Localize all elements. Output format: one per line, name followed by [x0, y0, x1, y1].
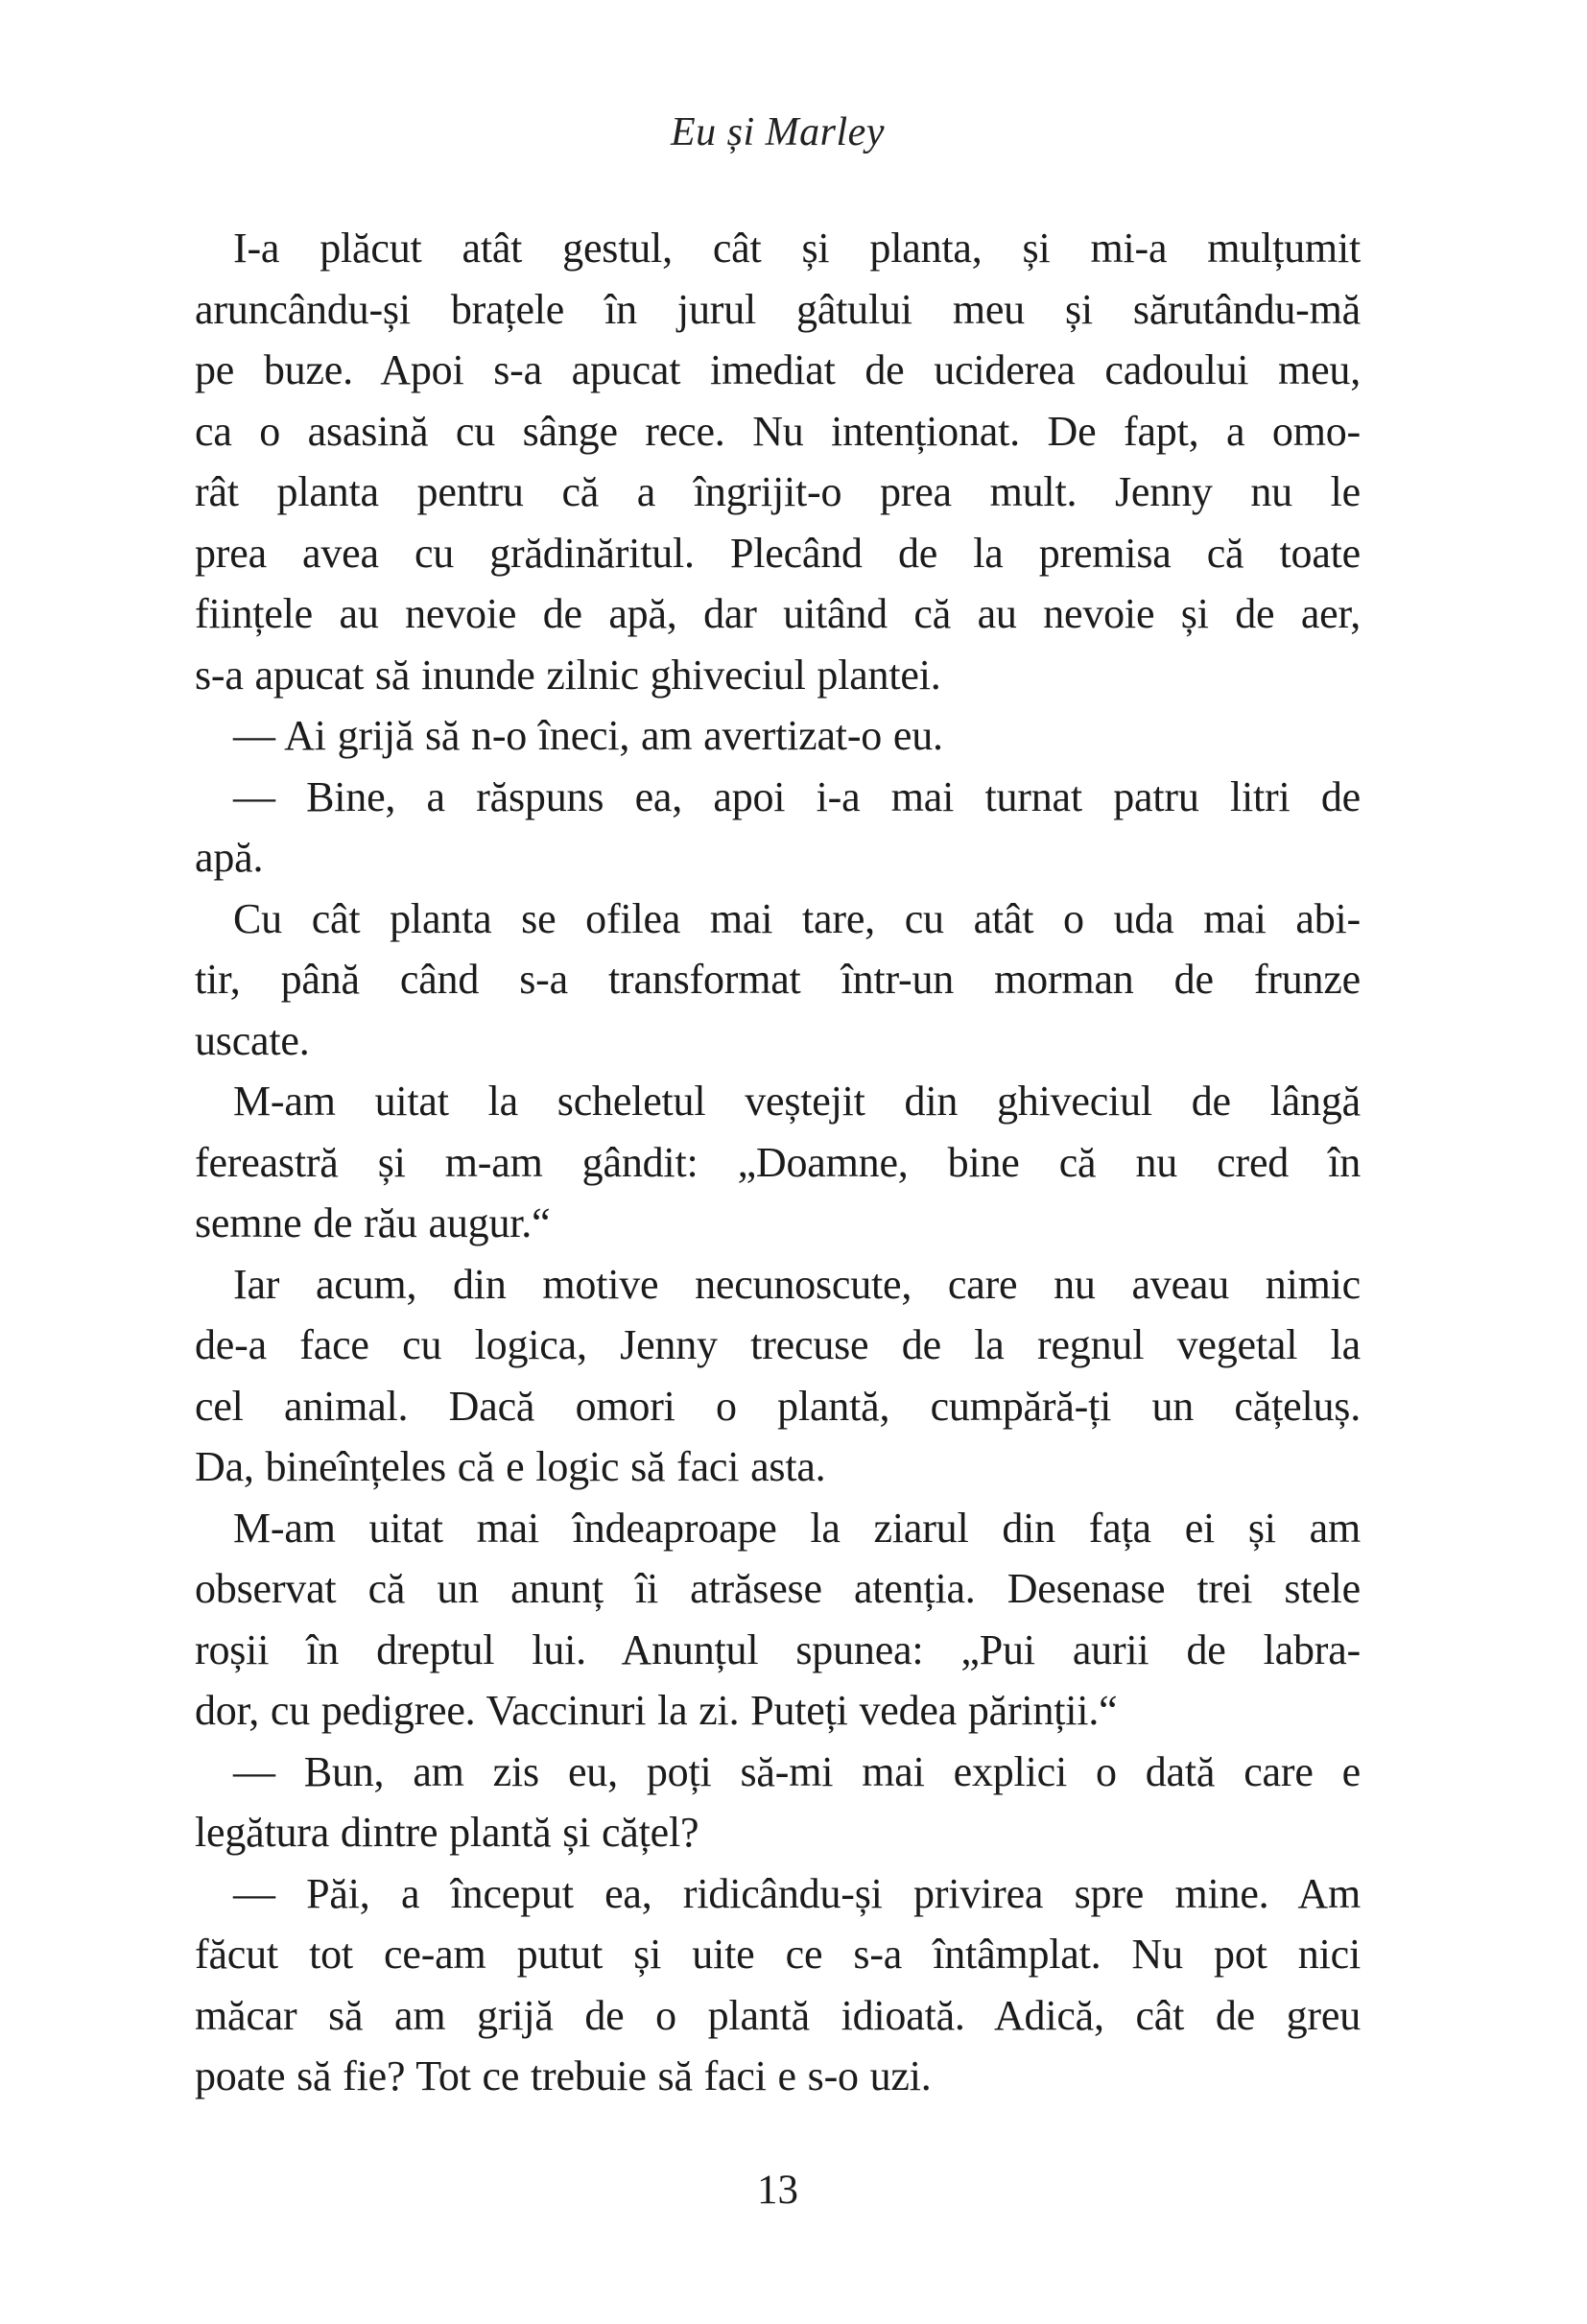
text-line: roșii în dreptul lui. Anunțul spunea: „Pui aurii de labra- [195, 1625, 1361, 1673]
paragraph [195, 705, 1361, 767]
text-line: Cu cât planta se ofilea mai tare, cu atât o uda mai abi- [233, 894, 1361, 942]
text-line: făcut tot ce-am putut și uite ce s-a întâmplat. Nu pot nici [195, 1931, 1361, 1978]
text-line: măcar să am grijă de o plantă idioată. Adică, cât de greu [195, 1991, 1361, 2039]
running-header: Eu și Marley [671, 110, 885, 154]
text-line: ca o asasină cu sânge rece. Nu intenționat. De fapt, a omo- [195, 407, 1361, 455]
text-line: — Bine, a răspuns ea, apoi i-a mai turnat patru litri de [233, 772, 1361, 820]
text-line: ființele au nevoie de apă, dar uitând că au nevoie și de aer, [195, 590, 1361, 637]
text-line: cel animal. Dacă omori o plantă, cumpără-ți un cățeluș. [195, 1382, 1361, 1430]
text-line: fereastră și m-am gândit: „Doamne, bine că nu cred în [195, 1138, 1361, 1186]
text-line: legătura dintre plantă și cățel? [195, 1809, 699, 1856]
paragraph [195, 1742, 1361, 1863]
text-line: semne de rău augur.“ [195, 1199, 551, 1246]
text-line: poate să fie? Tot ce trebuie să faci e s-o uzi. [195, 2052, 932, 2099]
paragraph [195, 1863, 1361, 2107]
text-line: rât planta pentru că a îngrijit-o prea mult. Jenny nu le [195, 468, 1361, 515]
page-number: 13 [757, 2168, 798, 2213]
text-line: pe buze. Apoi s-a apucat imediat de uciderea cadoului meu, [195, 346, 1361, 393]
text-line: dor, cu pedigree. Vaccinuri la zi. Puteți vedea părinții.“ [195, 1687, 1118, 1734]
text-line: tir, până când s-a transformat într-un morman de frunze [195, 956, 1361, 1003]
paragraph [195, 767, 1361, 889]
paragraph [195, 1254, 1361, 1498]
text-line: — Ai grijă să n-o îneci, am avertizat-o eu. [233, 712, 943, 759]
text-block [195, 218, 1361, 2107]
paragraph [195, 218, 1361, 705]
text-line: Da, bineînțeles că e logic să faci asta. [195, 1443, 826, 1490]
text-line: aruncându-și brațele în jurul gâtului meu și sărutându-mă [195, 285, 1361, 333]
paragraph [195, 1071, 1361, 1254]
text-line: M-am uitat la scheletul veștejit din ghiveciul de lângă [233, 1078, 1361, 1125]
text-line: de-a face cu logica, Jenny trecuse de la regnul vegetal la [195, 1321, 1361, 1368]
text-line: I-a plăcut atât gestul, cât și planta, și mi-a mulțumit [233, 225, 1361, 272]
text-line: — Păi, a început ea, ridicându-și privirea spre mine. Am [233, 1869, 1361, 1917]
paragraph [195, 1498, 1361, 1742]
text-line: Iar acum, din motive necunoscute, care nu aveau nimic [233, 1260, 1361, 1308]
text-line: — Bun, am zis eu, poți să-mi mai explici o dată care e [233, 1747, 1361, 1795]
paragraph [195, 889, 1361, 1072]
text-line: uscate. [195, 1016, 310, 1064]
text-line: observat că un anunț îi atrăsese atenția. Desenase trei stele [195, 1565, 1361, 1612]
text-line: s-a apucat să inunde zilnic ghiveciul plantei. [195, 651, 941, 699]
text-line: apă. [195, 834, 264, 881]
text-line: M-am uitat mai îndeaproape la ziarul din fața ei și am [233, 1504, 1361, 1552]
text-line: prea avea cu grădinăritul. Plecând de la premisa că toate [195, 529, 1361, 577]
